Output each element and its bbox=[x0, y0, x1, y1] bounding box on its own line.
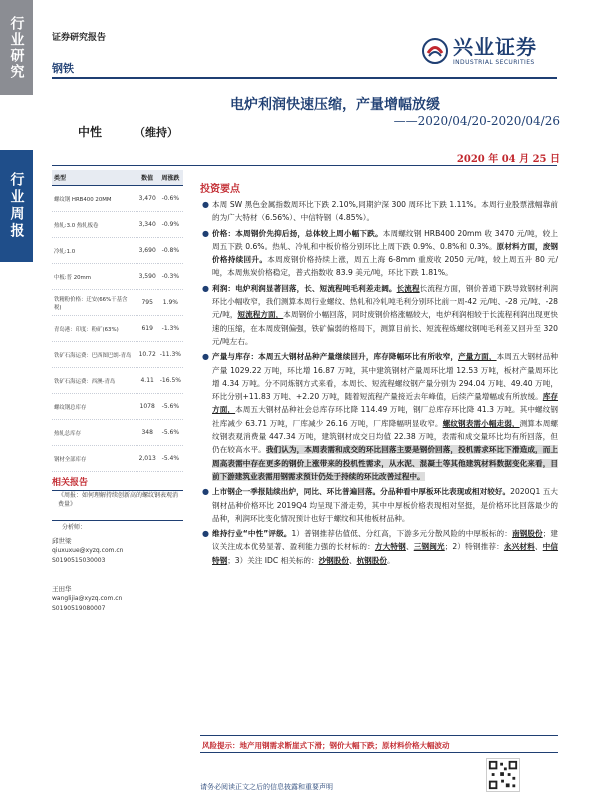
row-name: 中板:普 20mm bbox=[52, 264, 137, 290]
bullet-icon: ● bbox=[202, 529, 209, 539]
bullet-text: 测算本周螺纹钢表观消费量 447.34 万吨，建筑钢材成交日均值 22.38 万吨，表需和成交量环比均有所回落，但仍在较高水平。 bbox=[212, 418, 558, 455]
bullet-icon: ● bbox=[202, 352, 209, 362]
analyst-cert: S0190515030003 bbox=[52, 557, 106, 564]
table-row bbox=[52, 316, 183, 342]
logo-icon bbox=[422, 38, 448, 64]
stock-yongxing[interactable]: 永兴材料 bbox=[503, 542, 535, 552]
row-value: 348 bbox=[137, 420, 158, 446]
rating-sub: （维持） bbox=[134, 126, 178, 139]
stock-shagang[interactable]: 沙钢股份 bbox=[318, 555, 349, 565]
bullet-market bbox=[200, 198, 558, 225]
table-row bbox=[52, 264, 183, 290]
bullet-emphasis: 长流程 bbox=[396, 283, 420, 293]
row-value: 3,340 bbox=[137, 212, 158, 238]
analyst-cert: S0190519080007 bbox=[52, 605, 106, 612]
table-row bbox=[52, 212, 183, 238]
analyst-card bbox=[52, 584, 183, 614]
row-name: 冷轧:1.0 bbox=[52, 238, 137, 264]
bullet-icon: ● bbox=[202, 487, 209, 497]
analyst-name: 王田华 bbox=[52, 585, 72, 593]
table-row bbox=[52, 420, 183, 446]
bullet-lead: 上市钢企一季报陆续出炉，同比、环比普遍回落。分品种看中厚板环比表现或相对较好。 bbox=[212, 487, 511, 497]
date-divider bbox=[52, 165, 557, 166]
bullet-emphasis: 产量方面， bbox=[458, 352, 497, 362]
bullet-emphasis: 螺纹钢表需小幅走弱， bbox=[442, 418, 520, 428]
report-type: 证券研究报告 bbox=[52, 33, 107, 43]
row-name: 螺纹钢总库存 bbox=[52, 394, 137, 420]
sector-label: 钢铁 bbox=[52, 62, 74, 75]
table-row bbox=[52, 238, 183, 264]
row-name: 热轧总库存 bbox=[52, 420, 137, 446]
bullet-text: 。 bbox=[386, 555, 395, 565]
market-data-table bbox=[52, 170, 183, 472]
bullet-text: 本周五大钢材品种产量 1029.22 万吨，环比增 16.87 万吨，其中建筑钢材产量周环比增 12.53 万吨，板材产量周环比增 4.34 万吨。分不同炼钢方式来看，本周长、短流程螺纹钢产量分别为 294.04 万吨、49.40 万吨，环比分别+11.83 万吨、+2.20 万吨，随着短流程产量接近去年峰值，后续产量增幅或有所放缓。 bbox=[212, 352, 559, 402]
row-change: 1.9% bbox=[158, 290, 183, 316]
row-change: -0.8% bbox=[158, 238, 183, 264]
row-value: 795 bbox=[137, 290, 158, 316]
bullet-price bbox=[200, 227, 558, 280]
bullet-emphasis: 库存方面， bbox=[212, 392, 559, 415]
table-row bbox=[52, 368, 183, 394]
table-row bbox=[52, 446, 183, 472]
row-change: -5.6% bbox=[158, 394, 183, 420]
analyst-divider bbox=[52, 520, 183, 521]
date-range: ——2020/04/20-2020/04/26 bbox=[393, 114, 560, 128]
related-reports-heading: 相关报告 bbox=[52, 475, 183, 491]
logo-text-en: INDUSTRIAL SECURITIES bbox=[453, 59, 535, 66]
table-row bbox=[52, 186, 183, 212]
market-data-panel bbox=[52, 170, 183, 472]
report-date: 2020 年 04 月 25 日 bbox=[456, 154, 560, 165]
bullet-icon: ● bbox=[202, 200, 209, 209]
rating-label: 中性 bbox=[78, 125, 103, 139]
bullet-earnings bbox=[200, 485, 558, 525]
row-value: 3,470 bbox=[137, 186, 158, 212]
row-change: -16.5% bbox=[158, 368, 183, 394]
bullet-text: 、 bbox=[405, 542, 414, 552]
sidebar-report-type: 行业周报 bbox=[0, 150, 33, 262]
row-change: -11.3% bbox=[158, 342, 183, 368]
highlights-heading: 投资要点 bbox=[200, 184, 240, 195]
row-change: -5.4% bbox=[158, 446, 183, 472]
header-divider bbox=[52, 77, 557, 79]
bullet-lead: 维持行业“中性”评级。 bbox=[212, 529, 292, 539]
table-header-value: 数值 bbox=[137, 170, 158, 186]
analyst-email[interactable]: qiuxuxue@xyzq.com.cn bbox=[52, 547, 124, 554]
bullet-lead: 价格：本周钢价先抑后扬，总体较上周小幅下跌。 bbox=[212, 228, 383, 238]
page-title: 电炉利润快速压缩，产量增幅放缓 bbox=[230, 97, 440, 113]
row-name: 铁矿石海运费：巴西图巴朗-青岛 bbox=[52, 342, 137, 368]
row-value: 10.72 bbox=[137, 342, 158, 368]
row-name: 热轧:3.0 热轧板卷 bbox=[52, 212, 137, 238]
bullet-text: 2020Q1 五大钢材品种价格环比 2019Q4 均呈现下滑走势，其中中厚板价格表现相对坚挺，是价格环比回落最少的品种，利润环比变化情况预计也好于螺纹和其他板材品种。 bbox=[212, 487, 558, 523]
row-value: 3,590 bbox=[137, 264, 158, 290]
bullet-rating bbox=[200, 527, 558, 567]
logo bbox=[422, 36, 537, 66]
bullet-production bbox=[200, 350, 558, 483]
row-change: -0.6% bbox=[158, 186, 183, 212]
analyst-card bbox=[52, 536, 183, 566]
bullet-text: 本周废钢价格持续上涨，周五上海 6-8mm 重废收 2050 元/吨，较上周五升 80 元/吨，本周焦炭价格稳定，普式指数收 83.9 美元/吨，环比下跌 1.81%。 bbox=[212, 255, 558, 278]
bullet-lead: 利润：电炉利润显著回落，长、短流程吨毛利差走阔。 bbox=[212, 283, 397, 293]
bullet-text: 长流程方面，钢价普通下跌导致钢材利润环比小幅收窄，我们测算本周行业螺纹、热轧和冷轧吨毛利分别环比前一周-42 元/吨、-28 元/吨、-28 元/吨， bbox=[212, 283, 559, 320]
bullet-text: 、 bbox=[348, 555, 357, 565]
stock-citic-special[interactable]: 中信特钢 bbox=[212, 542, 559, 565]
row-name: 钢材全部库存 bbox=[52, 446, 137, 472]
analyst-email[interactable]: wanglijia@xyzq.com.cn bbox=[52, 595, 123, 602]
row-name: 铁精粉价格：迁安(66%干基含税) bbox=[52, 290, 137, 316]
bullet-text: ；建议关注成本优势显著、盈利能力强的长材标的： bbox=[212, 529, 559, 552]
row-value: 1078 bbox=[137, 394, 158, 420]
risk-warning: 风险提示：地产用钢需求断崖式下滑；钢价大幅下跌；原材料价格大幅波动 bbox=[200, 735, 558, 753]
bullet-profit bbox=[200, 282, 558, 348]
table-header-change: 周涨跌 bbox=[158, 170, 183, 186]
stock-sangang[interactable]: 三钢闽光 bbox=[413, 542, 445, 552]
bullet-icon: ● bbox=[202, 228, 209, 238]
row-value: 619 bbox=[137, 316, 158, 342]
row-name: 螺纹钢 HRB400 20MM bbox=[52, 186, 137, 212]
row-change: -5.6% bbox=[158, 420, 183, 446]
bullet-text: 、 bbox=[534, 542, 543, 552]
row-change: -0.9% bbox=[158, 212, 183, 238]
table-row bbox=[52, 342, 183, 368]
table-row bbox=[52, 290, 183, 316]
bullet-text: 本周螺纹钢 HRB400 20mm 收 3470 元/吨，较上周五下跌 0.6%。热轧、冷轧和中板价格分别环比上周下跌 0.9%、0.8%和 0.3%。 bbox=[212, 228, 559, 251]
table-header-type: 类型 bbox=[52, 170, 137, 186]
logo-text-cn: 兴业证券 bbox=[453, 35, 537, 59]
related-report-link[interactable]: 《周报：如何理解持续创新高的螺纹钢表观消费量》 bbox=[58, 492, 179, 508]
bullet-text: ；2）特钢推荐： bbox=[444, 542, 504, 552]
stock-fangda[interactable]: 方大特钢 bbox=[374, 542, 406, 552]
bullet-lead: 产量与库存：本周五大钢材品种产量继续回升，库存降幅环比有所收窄， bbox=[212, 352, 459, 362]
row-value: 3,690 bbox=[137, 238, 158, 264]
stock-hanggang[interactable]: 杭钢股份 bbox=[356, 555, 387, 565]
footer-disclaimer: 请务必阅读正文之后的信息披露和重要声明 bbox=[200, 783, 333, 791]
row-name: 铁矿石海运费：西澳-青岛 bbox=[52, 368, 137, 394]
bullet-text: 本周钢价小幅回落，同时废钢价格涨幅较大，电炉利润相较于长流程利润出现更快速的压缩，在本周废钢偏强，铁矿偏弱的格局下，测算目前长、短流程炼螺纹钢吨毛利差又回升至 320 元/吨左右。 bbox=[212, 310, 559, 346]
bullet-text: ；3）关注 IDC 相关标的： bbox=[227, 555, 319, 565]
stock-nangang[interactable]: 南钢股份 bbox=[511, 529, 543, 539]
bullet-emphasis: 短流程方面， bbox=[237, 310, 284, 320]
table-row bbox=[52, 394, 183, 420]
bullet-text: 本周 SW 黑色金属指数周环比下跌 2.10%,同期沪深 300 周环比下跌 1.11%。本周行业股票涨幅靠前的为广大特材（6.56%）、中信特钢（4.85%）。 bbox=[212, 200, 558, 223]
row-value: 4.11 bbox=[137, 368, 158, 394]
sidebar-category: 行业研究 bbox=[0, 0, 33, 95]
row-change: -1.3% bbox=[158, 316, 183, 342]
qr-code-icon bbox=[486, 758, 520, 792]
row-value: 2,013 bbox=[137, 446, 158, 472]
side-band bbox=[0, 0, 33, 800]
qr-pattern bbox=[487, 759, 519, 791]
row-change: -0.3% bbox=[158, 264, 183, 290]
analyst-name: 邱世梁 bbox=[52, 537, 72, 545]
investment-highlights bbox=[200, 180, 558, 569]
bullet-icon: ● bbox=[202, 283, 209, 293]
bullet-text: 1）普钢推荐估值低、分红高，下游多元分散风险的中厚板标的： bbox=[291, 529, 512, 539]
row-name: 青岛港：印度：粉矿(63%) bbox=[52, 316, 137, 342]
bullet-emphasis: 原材料方面，废钢价格持续回升。 bbox=[212, 241, 558, 265]
bullet-highlight: 我们认为，本周表需和成交的环比回落主要是钢价回落，投机需求环比下滑造成，而上周高表需中存在更多的钢价上涨带来的投机性需求，从水泥、混凝土等其他建筑材料数据变化来看，目前下游建筑业表需用钢需求预计仍处于持续的环比改善过程中。 bbox=[212, 445, 559, 481]
analyst-label: 分析师： bbox=[62, 524, 87, 531]
bullet-text: 本周五大钢材品种社会总库存环比降 114.49 万吨，钢厂总库存环比降 41.3 万吨。其中螺纹钢社库减少 63.71 万吨，厂库减少 26.16 万吨，厂库降幅明显收窄。 bbox=[212, 405, 559, 428]
